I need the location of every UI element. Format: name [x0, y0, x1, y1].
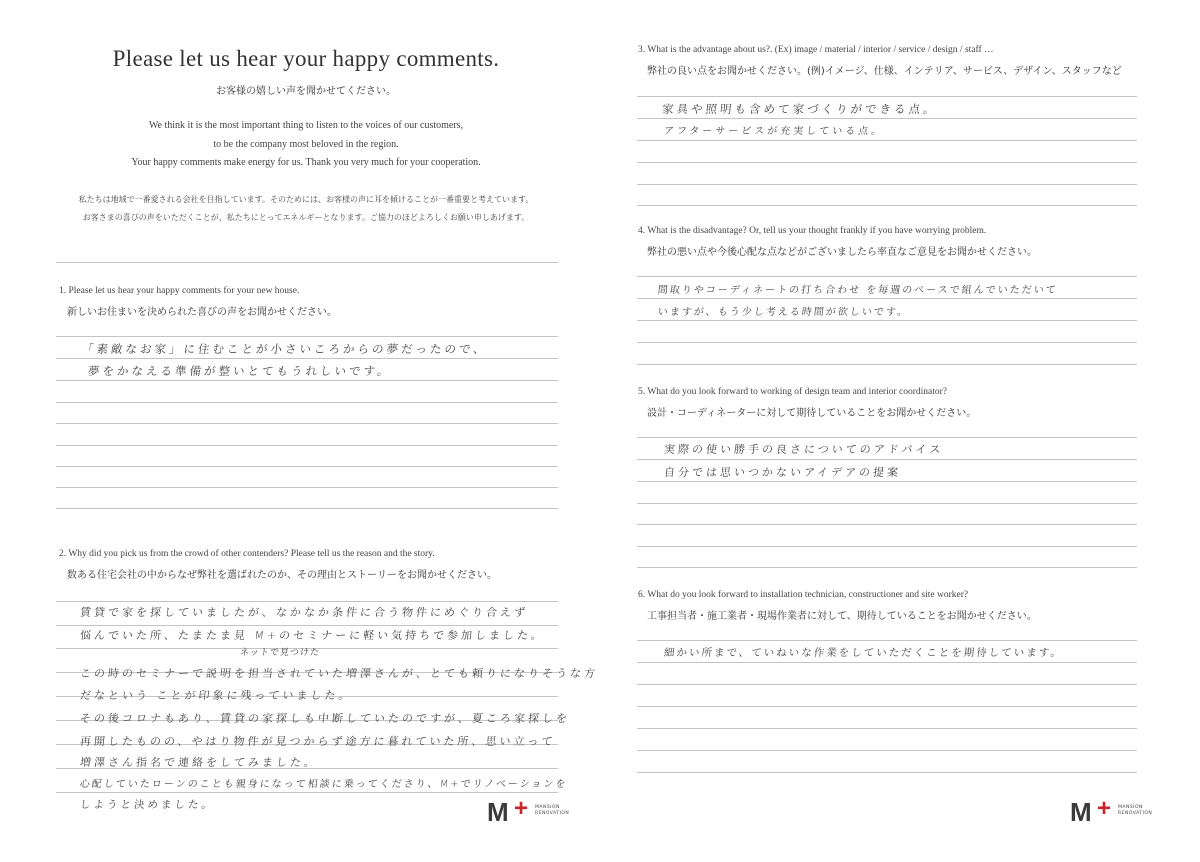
q6-rule: [637, 684, 1137, 685]
q3-rule: [637, 205, 1137, 206]
logo-sub-line-1: MANSION: [535, 805, 560, 810]
q4-rule: [637, 298, 1137, 299]
q3-answer-line-2: アフターサービスが充実している点。: [663, 126, 885, 137]
q1-title-jp: 新しいお住まいを決められた喜びの声をお聞かせください。: [67, 307, 337, 318]
q3-rule: [637, 96, 1137, 97]
q2-answer-line-6: 再開したものの、やはり物件が見つからず途方に暮れていた所、思い立って: [79, 735, 557, 748]
q1-rule: [56, 336, 558, 337]
q5-rule: [637, 567, 1137, 568]
q6-rule: [637, 640, 1137, 641]
page-subtitle: お客様の嬉しい声を聞かせてください。: [216, 86, 396, 97]
q3-rule: [637, 118, 1137, 119]
q1-rule: [56, 358, 558, 359]
q1-rule: [56, 487, 558, 488]
logo-plus-icon: +: [514, 795, 529, 822]
q1-title-en: 1. Please let us hear your happy comments for your new house.: [59, 286, 300, 296]
mansion-renovation-logo: [487, 795, 570, 827]
q5-rule: [637, 437, 1137, 438]
q2-answer-insertion: ネットで見つけた: [239, 648, 321, 658]
q5-title-en: 5. What do you look forward to working of design team and interior coordinator?: [638, 387, 948, 397]
logo-plus-icon: +: [1097, 795, 1112, 822]
q2-title-jp: 数ある住宅会社の中からなぜ弊社を選ばれたのか、その理由とストーリーをお聞かせください。: [67, 570, 497, 581]
q1-answer-line-2: 夢をかなえる準備が整いとてもうれしいです。: [87, 364, 393, 378]
q3-rule: [637, 162, 1137, 163]
q1-rule: [56, 380, 558, 381]
q2-answer-line-4: だなという ことが印象に残っていました。: [79, 689, 354, 702]
q6-answer-line-1: 細かい所まで、ていねいな作業をしていただくことを期待しています。: [663, 647, 1064, 659]
q4-rule: [637, 342, 1137, 343]
q2-answer-line-7: 増澤さん指名で連絡をしてみました。: [79, 756, 319, 769]
header-divider: [56, 262, 558, 263]
q5-rule: [637, 524, 1137, 525]
q1-rule: [56, 445, 558, 446]
q2-answer-line-9: しようと決めました。: [79, 799, 216, 811]
logo-sub-line-1: MANSION: [1118, 805, 1143, 810]
q3-title-jp: 弊社の良い点をお聞かせください。(例)イメージ、仕様、インテリア、サービス、デザイン、スタッフなど: [647, 66, 1122, 77]
q5-title-jp: 設計・コーディネーターに対して期待していることをお聞かせください。: [647, 408, 977, 419]
q6-rule: [637, 706, 1137, 707]
q4-rule: [637, 320, 1137, 321]
q5-rule: [637, 481, 1137, 482]
q6-rule: [637, 728, 1137, 729]
page-title: Please let us hear your happy comments.: [112, 46, 500, 71]
intro-en-line-3: Your happy comments make energy for us. Thank you very much for your cooperation.: [131, 157, 481, 168]
q6-title-en: 6. What do you look forward to installation technician, constructioner and site worker?: [638, 590, 969, 600]
q6-rule: [637, 772, 1137, 773]
q2-rule: [56, 625, 558, 626]
q5-answer-line-1: 実際の使い勝手の良さについてのアドバイス: [663, 443, 945, 456]
q5-rule: [637, 503, 1137, 504]
q2-rule: [56, 601, 558, 602]
q3-rule: [637, 184, 1137, 185]
q1-rule: [56, 508, 558, 509]
q2-title-en: 2. Why did you pick us from the crowd of other contenders? Please tell us the reason and the story.: [59, 549, 435, 559]
q2-answer-line-1: 賃貸で家を探していましたが、なかなか条件に合う物件にめぐり合えず: [79, 606, 529, 619]
q4-rule: [637, 276, 1137, 277]
q3-answer-line-1: 家具や照明も含めて家づくりができる点。: [661, 102, 939, 116]
q4-answer-line-2: いますが、もう少し考える時間が欲しいです。: [657, 307, 910, 318]
logo-sub-line-2: RENOVATION: [1118, 811, 1153, 816]
q6-title-jp: 工事担当者・施工業者・現場作業者に対して、期待していることをお聞かせください。: [647, 611, 1037, 622]
q2-answer-line-8: 心配していたローンのことも親身になって相談に乗ってくださり、M+でリノベーションを: [79, 779, 568, 790]
q4-rule: [637, 364, 1137, 365]
q2-answer-line-5: その後コロナもあり、賃貸の家探しも中断していたのですが、夏ころ家探しを: [79, 712, 571, 725]
logo-letter: M: [487, 797, 508, 827]
q5-answer-line-2: 自分では思いつかないアイデアの提案: [663, 466, 902, 479]
right-page: [600, 0, 1200, 862]
q4-title-en: 4. What is the disadvantage? Or, tell us your thought frankly if you have worrying problem.: [638, 226, 987, 236]
intro-jp-line-1: 私たちは地域で一番愛される会社を目指しています。そのためには、お客様の声に耳を傾けることが一番重要と考えています。: [78, 195, 534, 204]
q3-title-en: 3. What is the advantage about us?. (Ex) image / material / interior / service / design / staff …: [638, 45, 994, 55]
q5-rule: [637, 459, 1137, 460]
q1-rule: [56, 423, 558, 424]
logo-sub-line-2: RENOVATION: [535, 811, 570, 816]
q2-rule: [56, 792, 558, 793]
q3-rule: [637, 140, 1137, 141]
q1-rule: [56, 466, 558, 467]
logo-letter: M: [1070, 797, 1091, 827]
q2-answer-line-2: 悩んでいた所、たまたま見 M+のセミナーに軽い気持ちで参加しました。: [79, 629, 546, 642]
q2-answer-line-3: この時のセミナーで説明を担当されていた増澤さんが、とても頼りになりそうな方: [79, 667, 599, 680]
q4-answer-line-1: 間取りやコーディネートの打ち合わせ を毎週のペースで組んでいただいて: [657, 285, 1059, 296]
q1-rule: [56, 402, 558, 403]
q1-answer-line-1: 「素敵なお家」に住むことが小さいころからの夢だったので、: [81, 342, 489, 356]
q5-rule: [637, 546, 1137, 547]
q6-rule: [637, 750, 1137, 751]
intro-en-line-1: We think it is the most important thing to listen to the voices of our customers,: [148, 120, 464, 131]
mansion-renovation-logo: [1070, 795, 1153, 827]
intro-en-line-2: to be the company most beloved in the region.: [213, 139, 399, 150]
q6-rule: [637, 662, 1137, 663]
intro-jp-line-2: お客さまの喜びの声をいただくことが、私たちにとってエネルギーとなります。ご協力のほどよろしくお願い申しあげます。: [82, 213, 530, 222]
q4-title-jp: 弊社の悪い点や今後心配な点などがございましたら率直なご意見をお聞かせください。: [647, 247, 1037, 258]
